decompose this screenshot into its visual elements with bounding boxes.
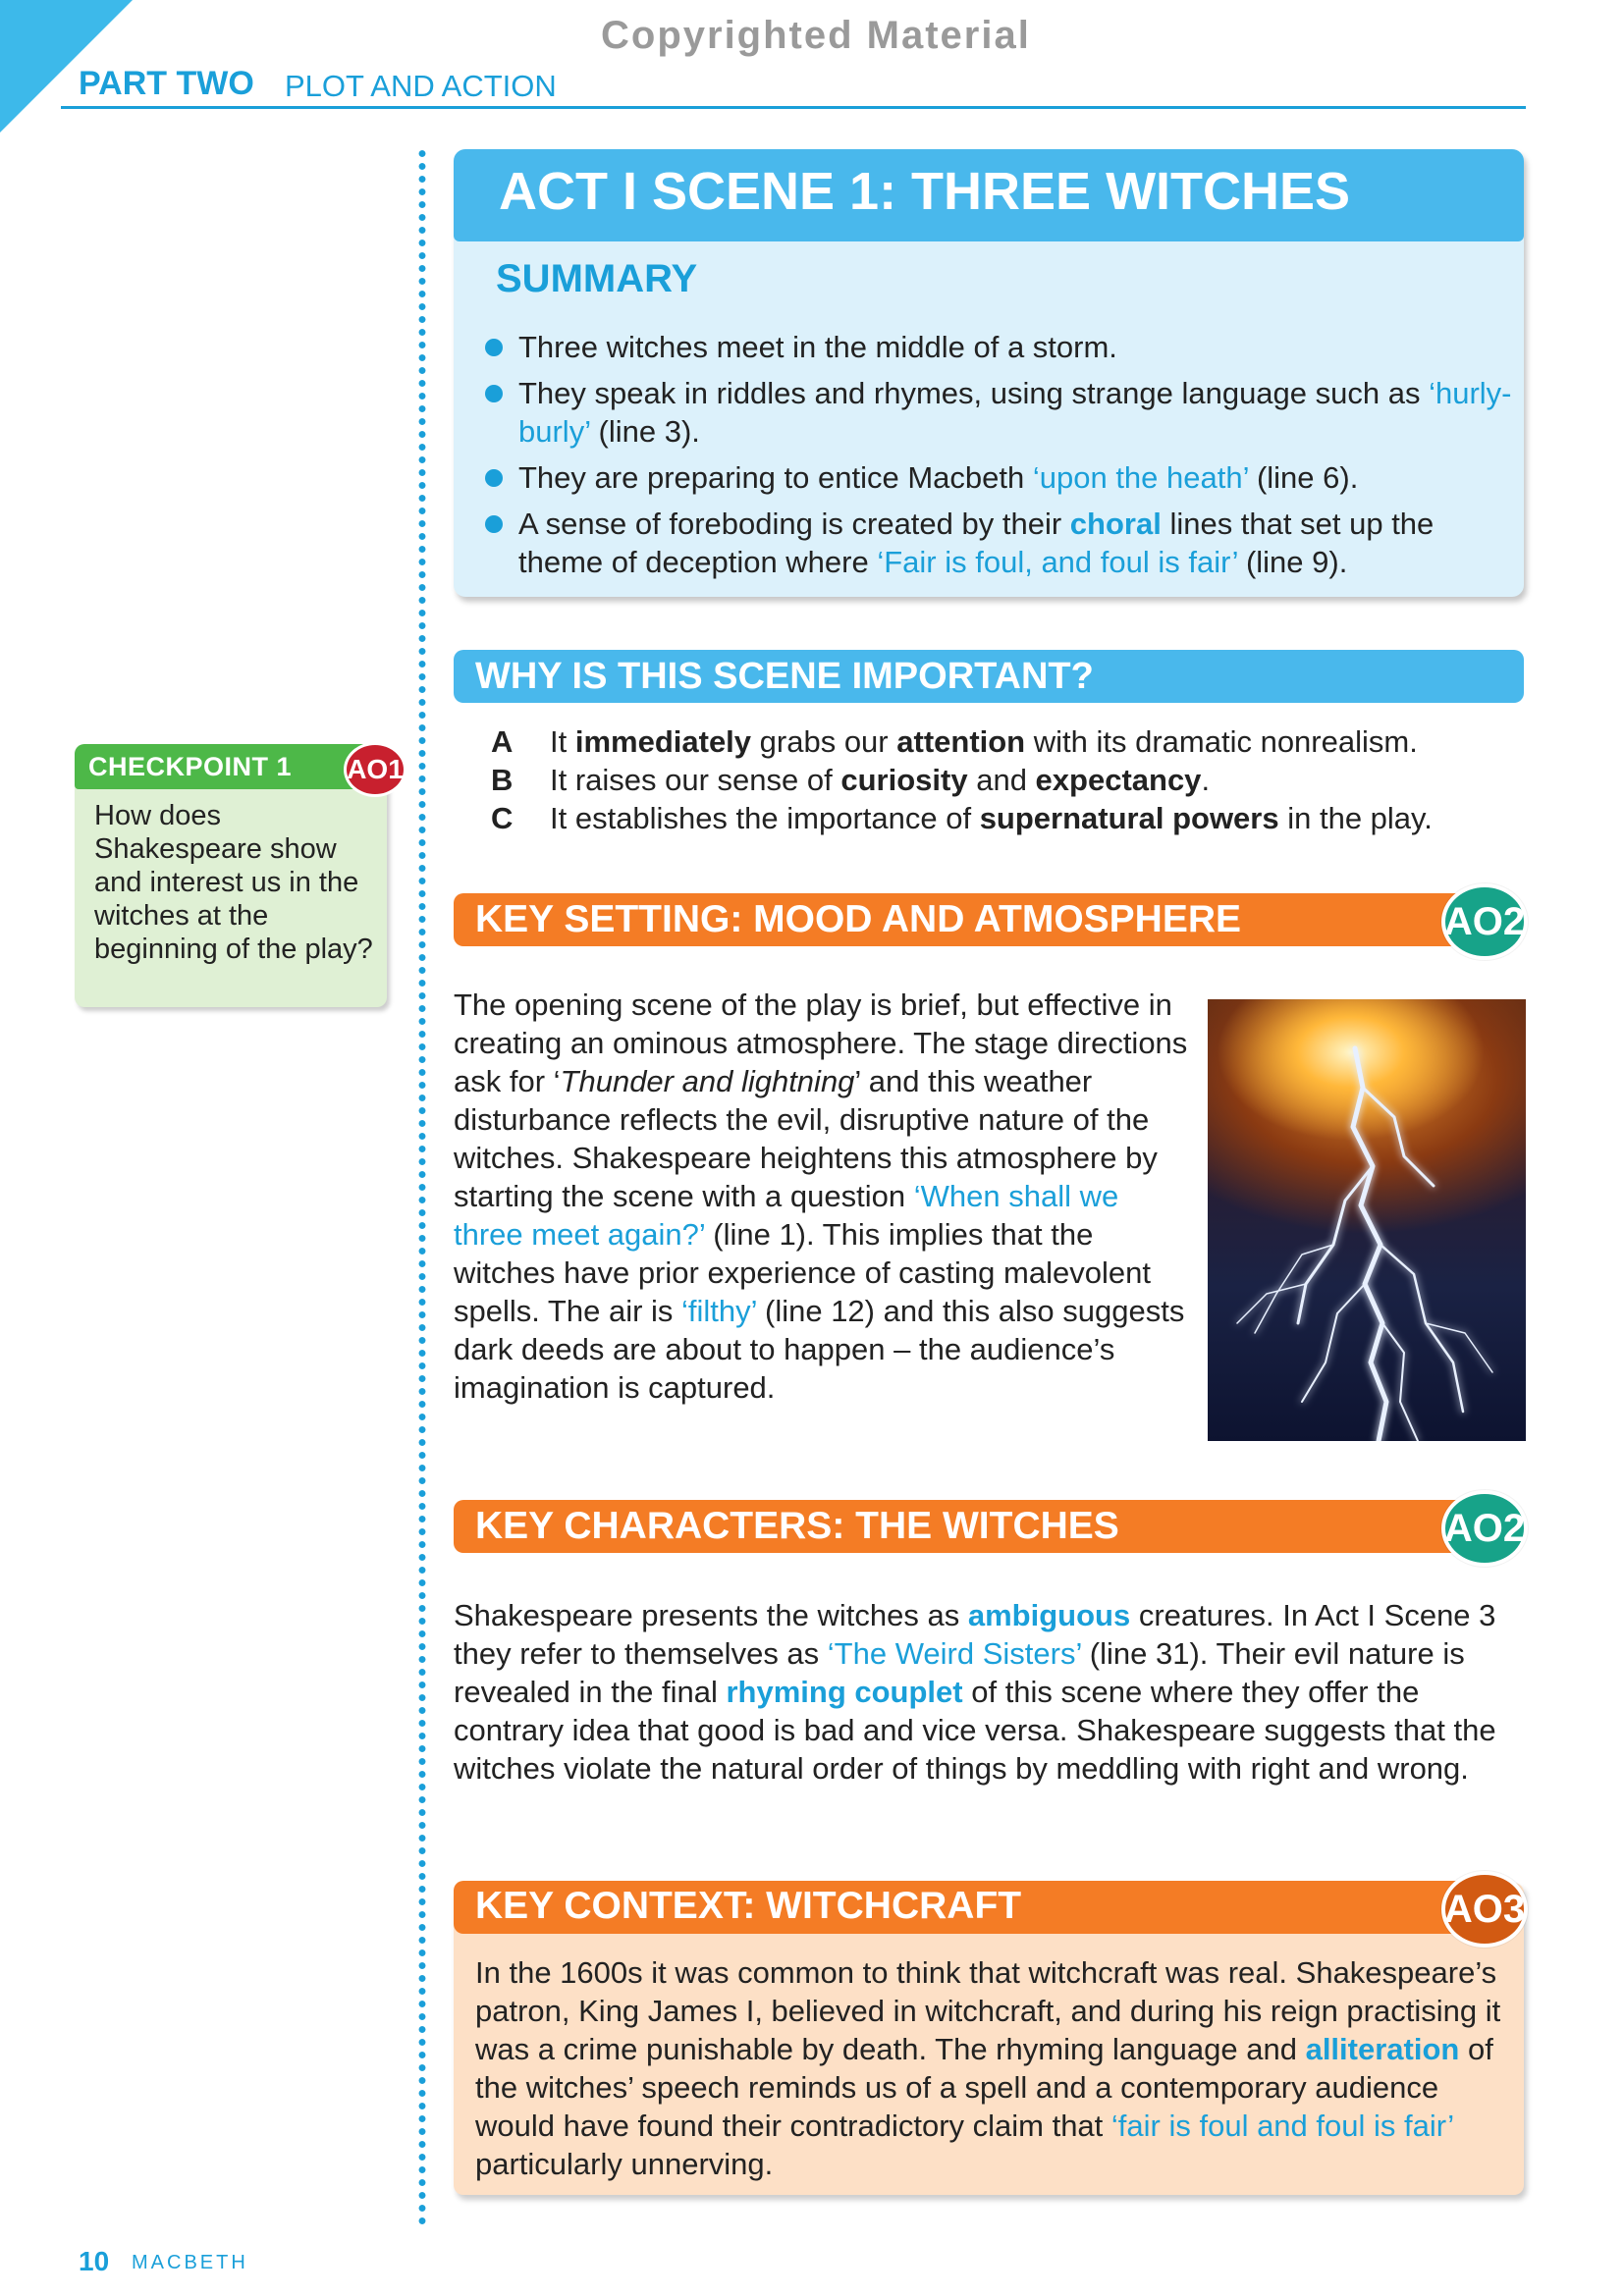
footer-book-title: MACBETH — [132, 2252, 248, 2273]
importance-heading: WHY IS THIS SCENE IMPORTANT? — [475, 656, 1094, 697]
scene-title: ACT I SCENE 1: THREE WITCHES — [499, 162, 1351, 221]
checkpoint-title: CHECKPOINT 1 — [88, 752, 293, 781]
glossary-term: alliteration — [1305, 2032, 1460, 2066]
page-number: 10 — [79, 2246, 110, 2276]
lightning-bolt-icon — [1208, 999, 1526, 1441]
setting-paragraph: The opening scene of the play is brief, but effective in creating an ominous atmosphere. The stage directions ask for ‘Thunder and lightning’ and this weather disturbance reflects the evil, disruptive nature of the witches. Shakespeare heightens this atmosphere by starting the scene with a question ‘When shall we three meet again?’ (line 1). This implies that the witches have prior experience of casting malevolent spells. The air is ‘filthy’ (line 12) and this also suggests dark deeds are about to happen – the audience’s imagination is captured. — [454, 988, 1188, 1405]
quotation: ‘Fair is foul, and foul is fair’ — [877, 545, 1238, 579]
summary-heading: SUMMARY — [496, 257, 698, 300]
importance-item: B It raises our sense of curiosity and expectancy. — [491, 763, 1211, 797]
quotation: ‘hurly-burly’ — [518, 376, 1512, 449]
context-paragraph: In the 1600s it was common to think that witchcraft was real. Shakespeare’s patron, King James I, believed in witchcraft, and during his reign practising it was a crime punishable by death. The rhyming language and alliteration of the witches’ speech reminds us of a spell and a contemporary audience would have found their contradictory claim that ‘fair is foul and foul is fair’ particularly unnerving. — [475, 1955, 1501, 2181]
item-letter: C — [491, 801, 514, 835]
summary-bullet: A sense of foreboding is created by their choral lines that set up the theme of deception where ‘Fair is foul, and foul is fair’ (line 9). — [481, 505, 1512, 581]
copyright-watermark: Copyrighted Material — [601, 14, 1031, 57]
context-heading: KEY CONTEXT: WITCHCRAFT — [475, 1885, 1022, 1927]
summary-bullet: They speak in riddles and rhymes, using strange language such as ‘hurly-burly’ (line 3). — [481, 374, 1512, 451]
ao1-badge: AO1 — [344, 742, 406, 797]
glossary-term: choral — [1069, 507, 1162, 541]
ao2-badge: AO2 — [1441, 883, 1528, 960]
header-section-label: PLOT AND ACTION — [285, 69, 557, 103]
quotation: ‘filthy’ — [681, 1294, 757, 1328]
importance-item: C It establishes the importance of supernatural powers in the play. — [491, 801, 1433, 835]
summary-bullet: They are preparing to entice Macbeth ‘upon the heath’ (line 6). — [481, 458, 1512, 497]
summary-bullet-list — [481, 328, 1512, 589]
item-letter: B — [491, 763, 514, 797]
lightning-storm-image — [1208, 999, 1526, 1441]
glossary-term: ambiguous — [967, 1598, 1131, 1632]
dotted-margin-line — [418, 147, 426, 2228]
header-part-label: PART TWO — [79, 65, 254, 102]
characters-paragraph: Shakespeare presents the witches as ambiguous creatures. In Act I Scene 3 they refer to themselves as ‘The Weird Sisters’ (line 31). Their evil nature is revealed in the final rhyming couplet of this scene where they offer the contrary idea that good is bad and vice versa. Shakespeare suggests that the witches violate the natural order of things by meddling with right and wrong. — [454, 1598, 1496, 1786]
ao3-badge: AO3 — [1441, 1871, 1528, 1948]
ao2-badge: AO2 — [1441, 1490, 1528, 1567]
glossary-term: rhyming couplet — [726, 1675, 963, 1709]
checkpoint-question: How does Shakespeare show and interest us in the witches at the beginning of the play? — [94, 800, 373, 965]
importance-list — [491, 722, 1522, 837]
quotation: ‘When shall we three meet again?’ — [454, 1179, 1119, 1252]
item-letter: A — [491, 724, 514, 759]
quotation: ‘upon the heath’ — [1032, 460, 1249, 495]
setting-heading: KEY SETTING: MOOD AND ATMOSPHERE — [475, 898, 1242, 940]
header-rule — [61, 106, 1526, 109]
summary-bullet: Three witches meet in the middle of a storm. — [481, 328, 1512, 366]
importance-item: A It immediately grabs our attention with its dramatic nonrealism. — [491, 724, 1418, 759]
quotation: ‘fair is foul and foul is fair’ — [1110, 2109, 1453, 2143]
quotation: ‘The Weird Sisters’ — [827, 1636, 1082, 1671]
characters-heading: KEY CHARACTERS: THE WITCHES — [475, 1505, 1119, 1547]
